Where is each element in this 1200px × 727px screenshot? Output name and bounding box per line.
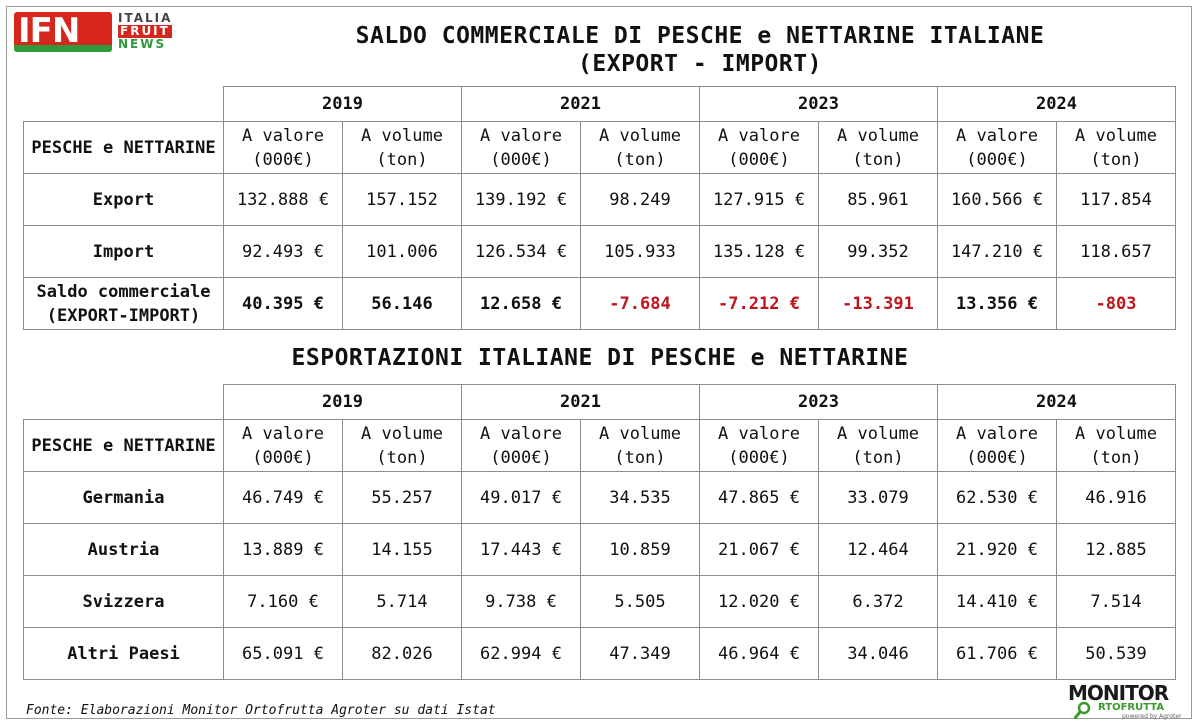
cell-volume: 10.859 (581, 524, 700, 576)
main-title-line1: SALDO COMMERCIALE DI PESCHE e NETTARINE ITALIANE (355, 23, 1045, 49)
cell-value: 127.915 € (700, 174, 819, 226)
year-header: 2024 (938, 87, 1176, 122)
cell-value: 12.658 € (462, 278, 581, 330)
value-subheader: A valore (000€) (700, 122, 819, 174)
volume-subheader: A volume (ton) (343, 420, 462, 472)
cell-value: 46.749 € (224, 472, 343, 524)
cell-value: 132.888 € (224, 174, 343, 226)
table-row-austria (24, 524, 1176, 576)
table-row-saldo (24, 278, 1176, 330)
cell-value: 13.889 € (224, 524, 343, 576)
cell-value: 139.192 € (462, 174, 581, 226)
section-title: ESPORTAZIONI ITALIANE DI PESCHE e NETTARINE (291, 345, 909, 371)
value-subheader: A valore (000€) (462, 420, 581, 472)
cell-volume: 5.714 (343, 576, 462, 628)
cell-volume: 55.257 (343, 472, 462, 524)
cell-value: 47.865 € (700, 472, 819, 524)
volume-subheader: A volume (ton) (581, 420, 700, 472)
main-title (230, 22, 1170, 78)
volume-subheader: A volume (ton) (1057, 122, 1176, 174)
logo-line-fruit: FRUIT (120, 24, 170, 38)
cell-value: 40.395 € (224, 278, 343, 330)
main-title-line2: (EXPORT - IMPORT) (578, 51, 822, 77)
cell-volume: 12.464 (819, 524, 938, 576)
cell-volume-negative: -803 (1057, 278, 1176, 330)
volume-subheader: A volume (ton) (581, 122, 700, 174)
year-header: 2021 (462, 87, 700, 122)
cell-volume: 14.155 (343, 524, 462, 576)
empty-corner (24, 87, 224, 122)
cell-volume: 157.152 (343, 174, 462, 226)
cell-volume: 98.249 (581, 174, 700, 226)
value-subheader: A valore (000€) (938, 122, 1057, 174)
row-label: Svizzera (24, 576, 224, 628)
year-header: 2023 (700, 87, 938, 122)
exports-table (23, 384, 1176, 680)
cell-volume: 99.352 (819, 226, 938, 278)
cell-volume-negative: -7.684 (581, 278, 700, 330)
cell-volume: 85.961 (819, 174, 938, 226)
year-header: 2024 (938, 385, 1176, 420)
italia-fruit-news-logo (14, 12, 184, 56)
ifn-logo-mark (14, 12, 112, 52)
monitor-logo-line1: MONITOR (1068, 681, 1169, 705)
cell-volume: 117.854 (1057, 174, 1176, 226)
cell-volume: 82.026 (343, 628, 462, 680)
row-label: Saldo commerciale (EXPORT-IMPORT) (24, 278, 224, 330)
value-subheader: A valore (000€) (224, 122, 343, 174)
cell-volume: 105.933 (581, 226, 700, 278)
cell-volume: 118.657 (1057, 226, 1176, 278)
logo-line-news: NEWS (118, 37, 167, 51)
value-subheader: A valore (000€) (938, 420, 1057, 472)
value-subheader: A valore (000€) (224, 420, 343, 472)
row-label: Export (24, 174, 224, 226)
cell-value: 9.738 € (462, 576, 581, 628)
volume-subheader: A volume (ton) (819, 122, 938, 174)
cell-value: 135.128 € (700, 226, 819, 278)
cell-volume-negative: -13.391 (819, 278, 938, 330)
cell-volume: 34.535 (581, 472, 700, 524)
cell-volume: 5.505 (581, 576, 700, 628)
logo-wordmark (118, 12, 172, 51)
empty-corner (24, 385, 224, 420)
row-label: Altri Paesi (24, 628, 224, 680)
year-header: 2019 (224, 87, 462, 122)
table-row-germania (24, 472, 1176, 524)
cell-value-negative: -7.212 € (700, 278, 819, 330)
volume-subheader: A volume (ton) (343, 122, 462, 174)
volume-subheader: A volume (ton) (1057, 420, 1176, 472)
row-label: Import (24, 226, 224, 278)
table-row-import (24, 226, 1176, 278)
year-header: 2023 (700, 385, 938, 420)
cell-value: 61.706 € (938, 628, 1057, 680)
cell-value: 126.534 € (462, 226, 581, 278)
cell-volume: 101.006 (343, 226, 462, 278)
cell-value: 21.067 € (700, 524, 819, 576)
cell-volume: 50.539 (1057, 628, 1176, 680)
cell-value: 49.017 € (462, 472, 581, 524)
cell-value: 147.210 € (938, 226, 1057, 278)
cell-volume: 34.046 (819, 628, 938, 680)
cell-value: 46.964 € (700, 628, 819, 680)
row-label: Germania (24, 472, 224, 524)
monitor-ortofrutta-logo (1068, 683, 1186, 721)
year-header: 2019 (224, 385, 462, 420)
cell-value: 13.356 € (938, 278, 1057, 330)
cell-volume: 56.146 (343, 278, 462, 330)
table-row-svizzera (24, 576, 1176, 628)
cell-volume: 12.885 (1057, 524, 1176, 576)
monitor-logo-line3: powered by Agroter (1122, 713, 1182, 720)
ifn-logo-text: IFN (18, 12, 80, 51)
cell-value: 92.493 € (224, 226, 343, 278)
cell-value: 21.920 € (938, 524, 1057, 576)
volume-subheader: A volume (ton) (819, 420, 938, 472)
cell-value: 160.566 € (938, 174, 1057, 226)
category-header: PESCHE e NETTARINE (24, 420, 224, 472)
cell-value: 7.160 € (224, 576, 343, 628)
cell-volume: 46.916 (1057, 472, 1176, 524)
cell-volume: 7.514 (1057, 576, 1176, 628)
cell-value: 17.443 € (462, 524, 581, 576)
cell-value: 62.530 € (938, 472, 1057, 524)
category-header: PESCHE e NETTARINE (24, 122, 224, 174)
magnifier-leaf-icon (1074, 701, 1092, 719)
cell-volume: 6.372 (819, 576, 938, 628)
year-header: 2021 (462, 385, 700, 420)
cell-value: 65.091 € (224, 628, 343, 680)
value-subheader: A valore (000€) (462, 122, 581, 174)
value-subheader: A valore (000€) (700, 420, 819, 472)
cell-value: 12.020 € (700, 576, 819, 628)
row-label: Austria (24, 524, 224, 576)
trade-balance-table (23, 86, 1176, 330)
monitor-logo-line2: RTOFRUTTA (1098, 702, 1165, 713)
cell-value: 62.994 € (462, 628, 581, 680)
cell-value: 14.410 € (938, 576, 1057, 628)
cell-volume: 33.079 (819, 472, 938, 524)
logo-line-italia: ITALIA (118, 11, 173, 25)
table-row-export (24, 174, 1176, 226)
cell-volume: 47.349 (581, 628, 700, 680)
table-row-altri-paesi (24, 628, 1176, 680)
source-note: Fonte: Elaborazioni Monitor Ortofrutta Agroter su dati Istat (26, 703, 496, 718)
